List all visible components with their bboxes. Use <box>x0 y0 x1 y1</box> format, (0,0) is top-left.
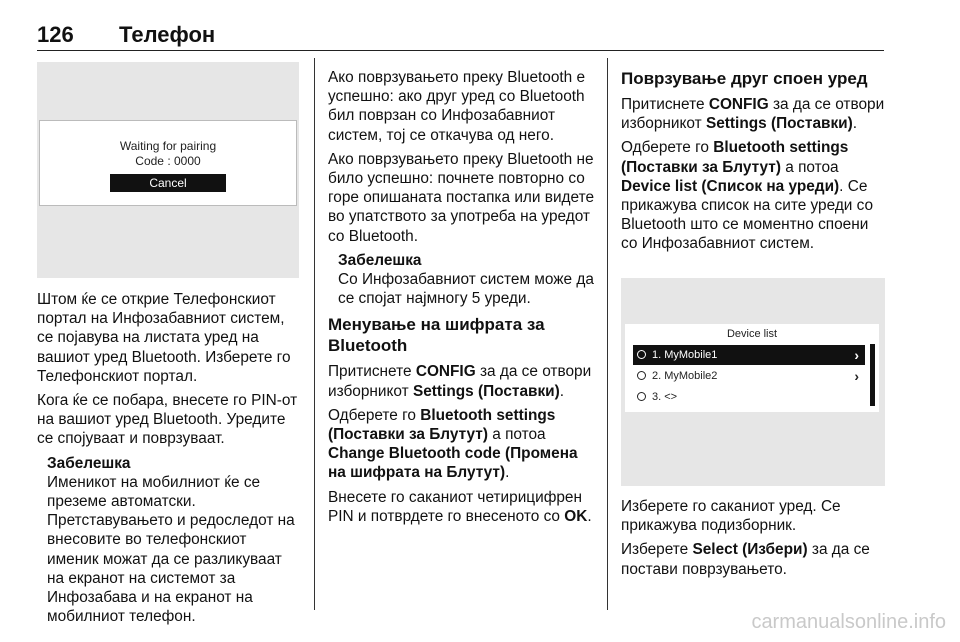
page-title: Телефон <box>119 22 216 47</box>
device-list-screen <box>625 324 879 412</box>
left-paragraph-1: Штом ќе се открие Телефонскиот портал на Инфозабавниот систем, се појавува на листата уред на вашиот уред Bluetooth. Изберете го Телефонскиот портал. <box>37 291 291 385</box>
page-header <box>37 22 215 48</box>
radio-selected-icon <box>637 350 646 359</box>
middle-paragraph-2: Ако поврзувањето преку Bluetooth не било успешно: почнете повторно со горе опишаната постапка или видете во упатството за употреба на уредот со Bluetooth. <box>328 150 595 245</box>
connect-device-heading: Поврзување друг споен уред <box>621 69 868 88</box>
device-list-title: Device list <box>726 328 778 340</box>
pairing-screen-image <box>37 62 299 278</box>
device-list-item[interactable]: 3. <> <box>633 387 865 407</box>
chevron-right-icon: › <box>854 368 859 384</box>
middle-note <box>328 251 596 309</box>
device-list-item[interactable]: 1. MyMobile1 › <box>633 345 865 365</box>
left-note-text: Именикот на мобилниот ќе се преземе автоматски. Претставувањето и редоследот на внесовите во телефонскиот именик можат да се разликуваат на екранот на системот за Инфозабава и на екранот на мобилниот телефон. <box>47 473 295 626</box>
change-code-heading: Менување на шифрата за Bluetooth <box>328 315 545 356</box>
column-divider-2 <box>607 58 608 610</box>
header-rule <box>37 50 884 51</box>
radio-icon <box>637 371 646 380</box>
right-paragraph-3: Изберете го саканиот уред. Се прикажува подизборник. <box>621 498 841 535</box>
middle-paragraph-5: Внесете го саканиот четирицифрен PIN и потврдете го внесеното со OK. <box>328 488 592 525</box>
left-column <box>37 290 302 626</box>
left-note <box>37 454 302 627</box>
right-column <box>621 68 887 259</box>
middle-paragraph-3: Притиснете CONFIG за да се отвори изборникот Settings (Поставки). <box>328 363 592 400</box>
scrollbar[interactable] <box>870 344 875 406</box>
left-paragraph-2: Кога ќе се побара, внесете го PIN-от на вашиот уред Bluetooth. Уредите се спојуваат и поврзуваат. <box>37 392 298 448</box>
chevron-right-icon: › <box>854 347 859 363</box>
middle-column <box>328 68 596 531</box>
left-note-title: Забелешка <box>47 454 131 472</box>
middle-note-title: Забелешка <box>338 251 422 269</box>
pairing-dialog <box>39 120 297 206</box>
device-list-item[interactable]: 2. MyMobile2 › <box>633 366 865 386</box>
column-divider-1 <box>314 58 315 610</box>
right-column-bottom <box>621 497 887 584</box>
radio-icon <box>637 392 646 401</box>
middle-note-text: Со Инфозабавниот систем може да се спојат најмногу 5 уреди. <box>338 271 594 308</box>
middle-paragraph-1: Ако поврзувањето преку Bluetooth е успешно: ако друг уред со Bluetooth бил поврзан со Инфозабавниот систем, тој се откачува од него. <box>328 69 586 144</box>
dialog-code-text: Code : 0000 <box>135 154 201 168</box>
page-number: 126 <box>37 22 74 47</box>
device-list-image <box>621 278 885 486</box>
cancel-button[interactable]: Cancel <box>110 174 226 192</box>
right-paragraph-1: Притиснете CONFIG за да се отвори изборникот Settings (Поставки). <box>621 96 885 133</box>
watermark: carmanualsonline.info <box>751 611 946 633</box>
dialog-waiting-text: Waiting for pairing <box>119 139 217 153</box>
middle-paragraph-4: Одберете го Bluetooth settings (Поставки за Блутут) а потоа Change Bluetooth code (Промена на шифрата на Блутут). <box>328 406 578 482</box>
right-paragraph-2: Одберете го Bluetooth settings (Поставки за Блутут) а потоа Device list (Список на уреди). Се прикажува список на сите уреди со Bluetooth што се моментно споени со Инфозабавниот систем. <box>621 139 874 253</box>
right-paragraph-4: Изберете Select (Избери) за да се постави поврзувањето. <box>621 541 870 578</box>
